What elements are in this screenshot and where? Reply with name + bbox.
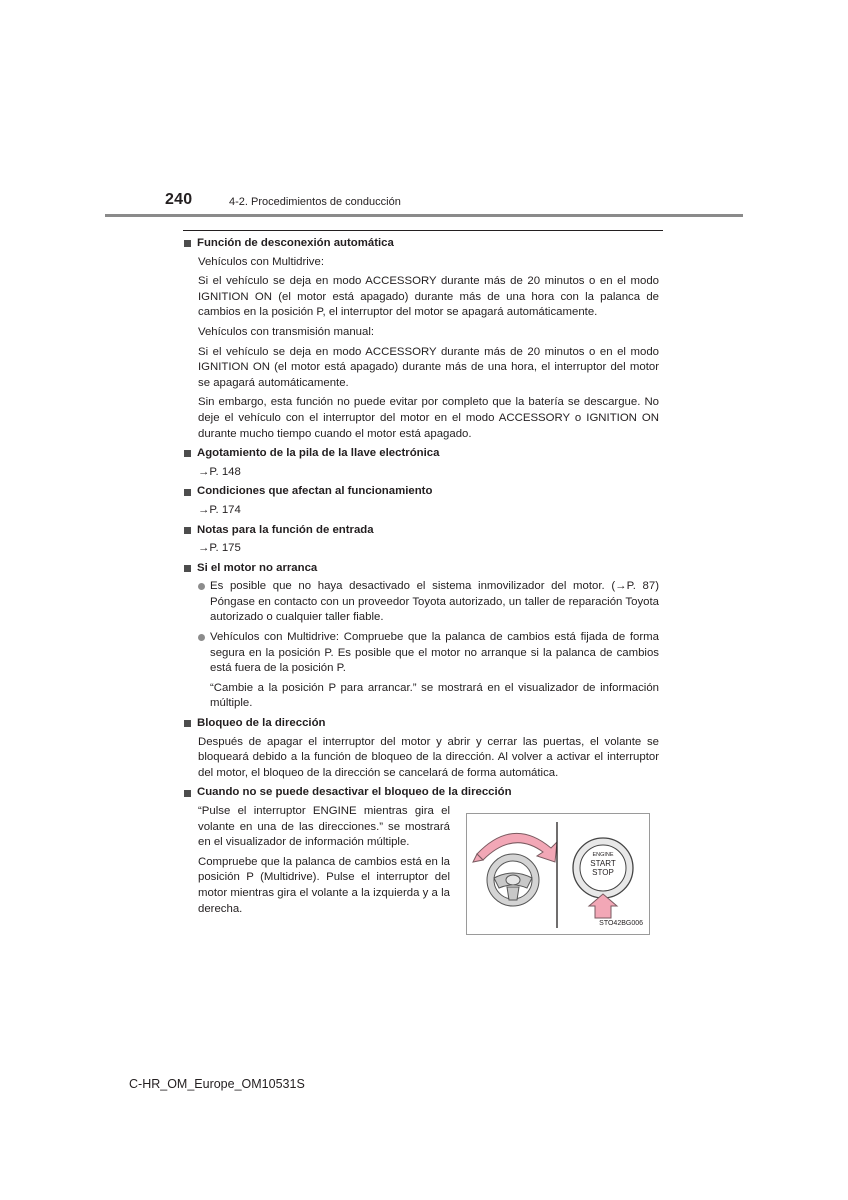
- section-heading: [184, 446, 659, 462]
- section-heading: [184, 561, 659, 577]
- section-heading: [184, 716, 659, 732]
- chapter-title: 4-2. Procedimientos de conducción: [229, 196, 401, 208]
- illustration-steering-and-engine-switch: [466, 813, 650, 935]
- bullet-dot-icon: [198, 634, 205, 641]
- section-heading: [184, 523, 659, 539]
- bullet-text: Vehículos con Multidrive: Compruebe que la palanca de cambios está fijada de forma segura en la posición P. Es posible que el motor no arranque si la palanca de cambios está fuera de la posición P.: [210, 631, 659, 675]
- text-figure-row: [184, 804, 659, 935]
- heading-text: Cuando no se puede desactivar el bloqueo de la dirección: [197, 786, 512, 799]
- square-bullet-icon: [184, 565, 191, 572]
- heading-text: Condiciones que afectan al funcionamiento: [197, 485, 433, 498]
- section-engine-no-start: [184, 561, 659, 712]
- heading-text: Bloqueo de la dirección: [197, 717, 326, 730]
- section-entry-notes: [184, 523, 659, 557]
- heading-text: Si el motor no arranca: [197, 561, 318, 574]
- paragraph: “Cambie a la posición P para arrancar.” se mostrará en el visualizador de información múltiple.: [210, 681, 659, 710]
- bullet-dot-icon: [198, 583, 205, 590]
- section-steering-lock: [184, 716, 659, 781]
- bullet-item: [198, 579, 659, 626]
- push-arrow-icon: [589, 894, 617, 918]
- section-heading: [184, 484, 659, 500]
- button-label-engine: ENGINE: [592, 852, 614, 858]
- page-reference: →P. 148: [198, 465, 241, 478]
- page-number: 240: [165, 191, 193, 208]
- section-heading: [184, 785, 659, 801]
- content-top-rule: [183, 230, 663, 231]
- paragraph: Compruebe que la palanca de cambios está en la posición P (Multidrive). Pulse el interruptor del motor mientras gira el volante a la izquierda y a la derecha.: [198, 855, 450, 915]
- square-bullet-icon: [184, 720, 191, 727]
- paragraph: Vehículos con transmisión manual:: [198, 325, 375, 338]
- engine-start-stop-button-icon: [573, 838, 633, 898]
- paragraph: “Pulse el interruptor ENGINE mientras gira el volante en una de las direcciones.” se mostrará en el visualizador de información múltiple.: [198, 805, 450, 849]
- paragraph: Vehículos con Multidrive:: [198, 255, 324, 268]
- square-bullet-icon: [184, 527, 191, 534]
- heading-text: Notas para la función de entrada: [197, 523, 374, 536]
- steering-wheel-icon: [487, 854, 539, 906]
- button-label-start: START: [590, 859, 616, 868]
- square-bullet-icon: [184, 489, 191, 496]
- section-key-battery: [184, 446, 659, 480]
- page-reference: →P. 174: [198, 503, 241, 516]
- bullet-item: [198, 630, 659, 677]
- square-bullet-icon: [184, 790, 191, 797]
- content: [184, 236, 659, 939]
- paragraph: Si el vehículo se deja en modo ACCESSORY durante más de 20 minutos o en el modo IGNITION ON (el motor está apagado) durante más de una hora con la palanca de cambios en la posición P, el interruptor del motor se apagará automáticamente.: [198, 275, 659, 319]
- footer-doc-code: C-HR_OM_Europe_OM10531S: [129, 1077, 305, 1091]
- section-auto-off: [184, 236, 659, 442]
- paragraph: Después de apagar el interruptor del motor y abrir y cerrar las puertas, el volante se bloqueará debido a la función de bloqueo de la dirección. Al volver a activar el interruptor del motor, el bloqueo de la dirección se cancelará de forma automática.: [198, 735, 659, 779]
- page-reference: →P. 175: [198, 542, 241, 555]
- section-steering-lock-release: [184, 785, 659, 935]
- section-conditions: [184, 484, 659, 518]
- figure-code: STO42BG006: [599, 920, 643, 928]
- square-bullet-icon: [184, 450, 191, 457]
- section-heading: [184, 236, 659, 252]
- text-column: [198, 804, 450, 921]
- paragraph: Sin embargo, esta función no puede evitar por completo que la batería se descargue. No deje el vehículo con el interruptor del motor en el modo ACCESSORY o IGNITION ON durante mucho tiempo cuando el motor está apagado.: [198, 396, 659, 440]
- button-label-stop: STOP: [592, 868, 614, 877]
- heading-text: Agotamiento de la pila de la llave electrónica: [197, 447, 440, 460]
- heading-text: Función de desconexión automática: [197, 237, 394, 249]
- square-bullet-icon: [184, 240, 191, 247]
- header-rule: [105, 214, 743, 217]
- bullet-text: Es posible que no haya desactivado el sistema inmovilizador del motor. (→P. 87) Póngase en contacto con un proveedor Toyota autorizado, un taller de reparación Toyota autorizado o cualquier taller fiable.: [210, 580, 659, 624]
- paragraph: Si el vehículo se deja en modo ACCESSORY durante más de 20 minutos o en el modo IGNITION ON (el motor está apagado) durante más de una hora, el interruptor del motor se apagará automáticamente.: [198, 345, 659, 389]
